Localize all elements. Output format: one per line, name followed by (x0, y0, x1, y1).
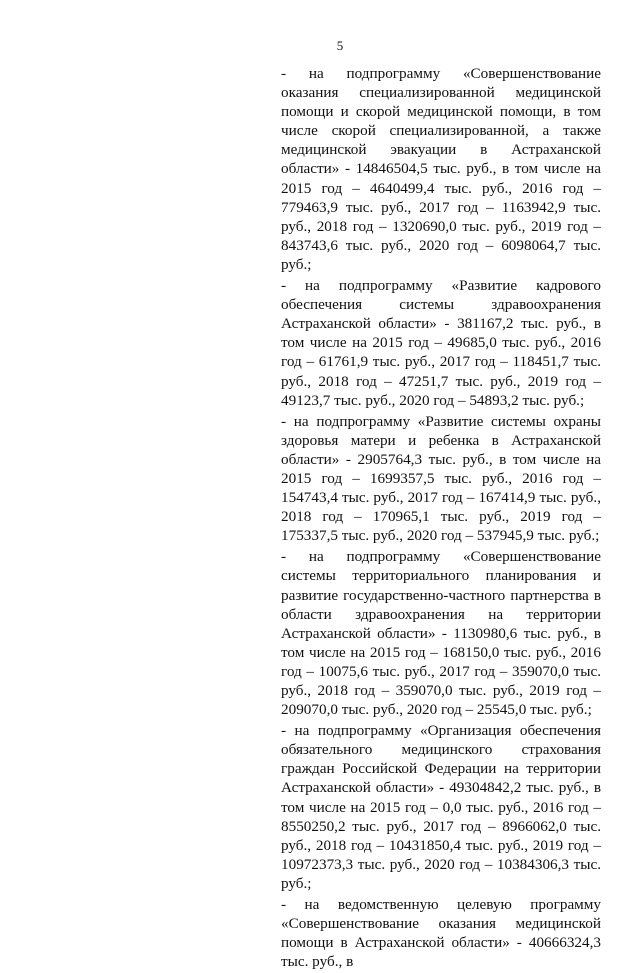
page-number: 5 (336, 38, 344, 53)
paragraph-specialized-care: - на подпрограмму «Совершенствование оказания специализированной медицинской помощи и скорой медицинской помощи, в том числе скорой специализированной, а также медицинской эвакуации в Астраханской области» - 14846504,5 тыс. руб., в том числе на 2015 год – 4640499,4 тыс. руб., 2016 год – 779463,9 тыс. руб., 2017 год – 1163942,9 тыс. руб., 2018 год – 1320690,0 тыс. руб., 2019 год – 843743,6 тыс. руб., 2020 год – 6098064,7 тыс. руб.; (281, 65, 601, 273)
paragraph-maternal-child: - на подпрограмму «Развитие системы охраны здоровья матери и ребенка в Астраханской области» - 2905764,3 тыс. руб., в том числе на 2015 год – 1699357,5 тыс. руб., 2016 год – 154743,4 тыс. руб., 2017 год – 167414,9 тыс. руб., 2018 год – 170965,1 тыс. руб., 2019 год – 175337,5 тыс. руб., 2020 год – 537945,9 тыс. руб.; (281, 412, 601, 545)
paragraph-territorial-planning: - на подпрограмму «Совершенствование системы территориального планирования и развитие государственно-частного партнерства в области здравоохранения на территории Астраханской области» - 1130980,6 тыс. руб., в том числе на 2015 год – 168150,0 тыс. руб., 2016 год – 10075,6 тыс. руб., 2017 год – 359070,0 тыс. руб., 2018 год – 359070,0 тыс. руб., 2019 год – 209070,0 тыс. руб., 2020 год – 25545,0 тыс. руб.; (281, 548, 601, 719)
body-text-column (281, 64, 601, 973)
paragraph-departmental-program: - на ведомственную целевую программу «Совершенствование оказания медицинской помощи в Астраханской области» - 40666324,3 тыс. руб., в (281, 896, 601, 971)
paragraph-mandatory-insurance: - на подпрограмму «Организация обеспечения обязательного медицинского страхования граждан Российской Федерации на территории Астраханской области» - 49304842,2 тыс. руб., в том числе на 2015 год – 0,0 тыс. руб., 2016 год – 8550250,2 тыс. руб., 2017 год – 8966062,0 тыс. руб., 2018 год – 10431850,4 тыс. руб., 2019 год – 10972373,3 тыс. руб., 2020 год – 10384306,3 тыс. руб.; (281, 722, 601, 892)
paragraph-staffing: - на подпрограмму «Развитие кадрового обеспечения системы здравоохранения Астраханской области» - 381167,2 тыс. руб., в том числе на 2015 год – 49685,0 тыс. руб., 2016 год – 61761,9 тыс. руб., 2017 год – 118451,7 тыс. руб., 2018 год – 47251,7 тыс. руб., 2019 год – 49123,7 тыс. руб., 2020 год – 54893,2 тыс. руб.; (281, 277, 601, 409)
